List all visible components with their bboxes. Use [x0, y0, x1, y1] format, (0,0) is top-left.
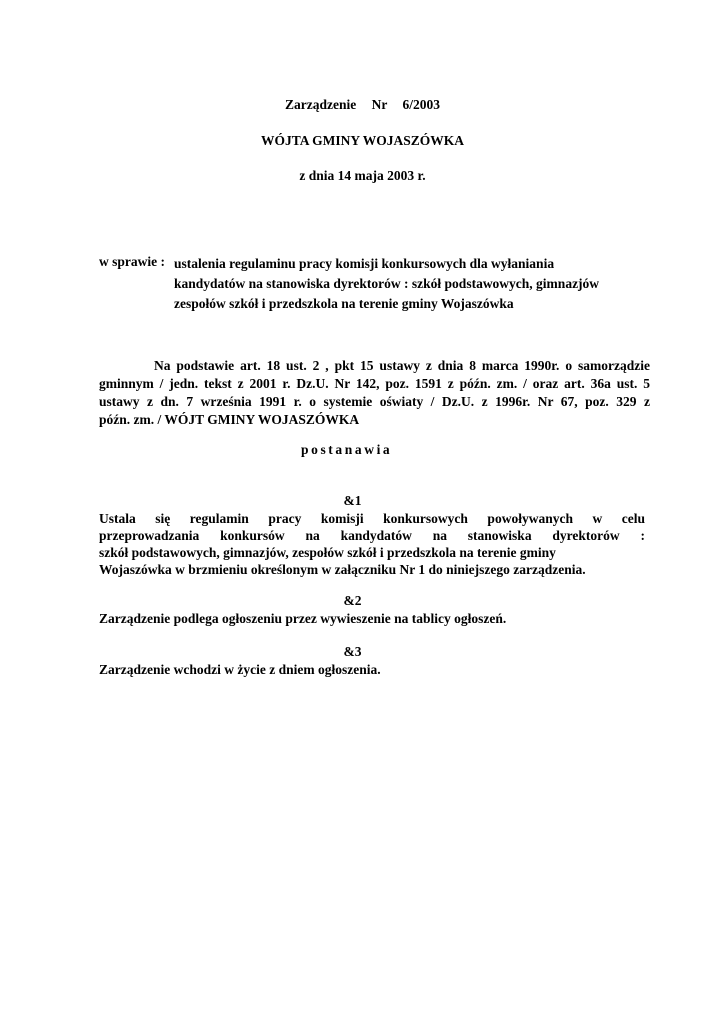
legal-basis-line: Na podstawie art. 18 ust. 2 , pkt 15 ustawy z dnia 8 marca 1990r. o samorządzie — [154, 358, 650, 373]
paragraph-line: przeprowadzania konkursów na kandydatów na stanowiska dyrektorów : — [99, 528, 645, 543]
paragraph-line: Zarządzenie wchodzi w życie z dniem ogłoszenia. — [99, 662, 381, 677]
subject-line: kandydatów na stanowiska dyrektorów : szkół podstawowych, gimnazjów — [174, 276, 600, 291]
paragraph-mark: &1 — [343, 493, 362, 508]
paragraph-mark: &2 — [343, 593, 362, 608]
subject-line: zespołów szkół i przedszkola na terenie gminy Wojaszówka — [174, 296, 514, 311]
paragraph-line: Wojaszówka w brzmieniu określonym w załączniku Nr 1 do niniejszego zarządzenia. — [99, 562, 586, 577]
paragraph-1 — [99, 510, 645, 578]
legal-basis-line: późn. zm. / WÓJT GMINY WOJASZÓWKA — [99, 412, 360, 427]
subject-line: ustalenia regulaminu pracy komisji konkursowych dla wyłaniania — [174, 256, 555, 271]
paragraph-mark: &3 — [343, 644, 362, 659]
issuing-authority: WÓJTA GMINY WOJASZÓWKA — [260, 133, 465, 148]
paragraph-3 — [99, 661, 645, 678]
subject-text — [174, 254, 644, 314]
legal-basis-line: gminnym / jedn. tekst z 2001 r. Dz.U. Nr 142, poz. 1591 z późn. zm. / oraz art. 36a ust. 5 — [99, 376, 650, 391]
paragraph-line: Ustala się regulamin pracy komisji konkursowych powoływanych w celu — [99, 511, 645, 526]
paragraph-line: Zarządzenie podlega ogłoszeniu przez wywieszenie na tablicy ogłoszeń. — [99, 611, 507, 626]
document-date: z dnia 14 maja 2003 r. — [299, 168, 426, 183]
paragraph-line: szkół podstawowych, gimnazjów, zespołów szkół i przedszkola na terenie gminy — [99, 545, 556, 560]
decision-word: postanawia — [301, 442, 393, 457]
document-title: Zarządzenie Nr 6/2003 — [285, 97, 440, 112]
legal-basis-line: ustawy z dn. 7 września 1991 r. o systemie oświaty / Dz.U. z 1996r. Nr 67, poz. 329 z — [99, 394, 650, 409]
subject-label: w sprawie : — [99, 254, 165, 269]
legal-basis — [99, 357, 650, 429]
paragraph-2 — [99, 610, 645, 627]
